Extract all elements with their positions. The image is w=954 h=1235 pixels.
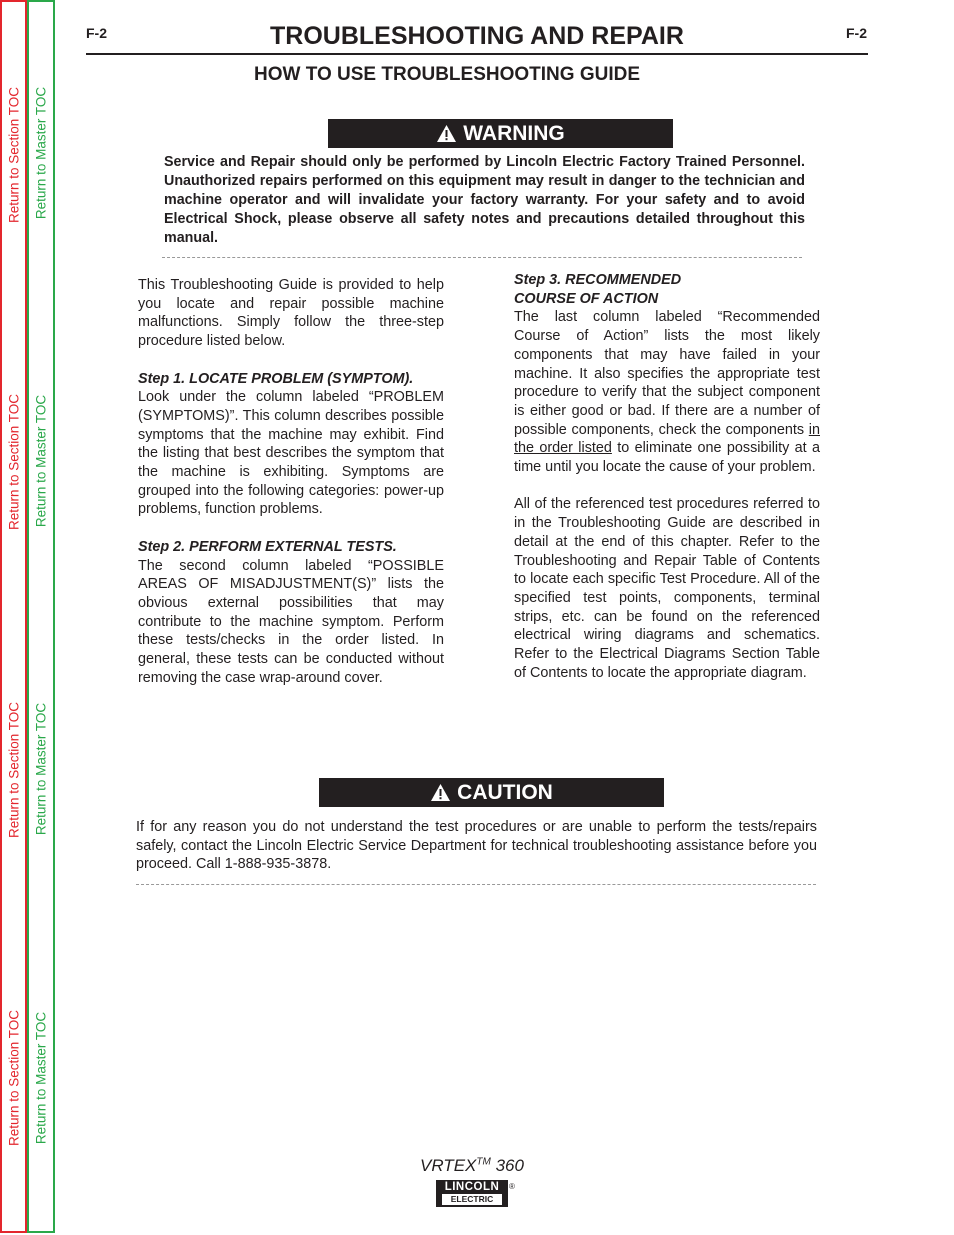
intro-paragraph: This Troubleshooting Guide is provided to help you locate and repair possible machine malfunctions. Simply follow the three-step procedure listed below. — [138, 277, 444, 350]
return-to-master-toc-link[interactable]: Return to Master TOC — [33, 1011, 49, 1145]
caution-banner — [319, 778, 664, 807]
references-paragraph: All of the referenced test procedures referred to in the Troubleshooting Guide are described in detail at the end of this chapter. Refer to the Troubleshooting and Repair Table of Contents to locate each specific Test Procedure. All of the specified test points, components, terminal strips, etc. can be found on the referenced electrical wiring diagrams and schematics. Refer to the Electrical Diagrams Section Table of Contents to locate the appropriate diagram. — [514, 496, 820, 681]
return-to-section-toc-link[interactable]: Return to Section TOC — [6, 393, 22, 531]
return-to-master-toc-link[interactable]: Return to Master TOC — [33, 394, 49, 528]
return-to-section-toc-link[interactable]: Return to Section TOC — [6, 701, 22, 839]
return-to-master-toc-link[interactable]: Return to Master TOC — [33, 86, 49, 220]
return-to-master-toc-link[interactable]: Return to Master TOC — [33, 702, 49, 836]
logo-lincoln: LINCOLN — [444, 1181, 500, 1193]
return-to-section-toc-link[interactable]: Return to Section TOC — [6, 1009, 22, 1147]
model-name — [420, 1156, 524, 1176]
page-number-right: F-2 — [846, 25, 867, 41]
page-title: TROUBLESHOOTING AND REPAIR — [270, 22, 684, 50]
registered-mark: ® — [509, 1182, 515, 1191]
warning-triangle-icon — [436, 124, 457, 143]
step2-title: Step 2. PERFORM EXTERNAL TESTS. — [138, 538, 397, 555]
lincoln-electric-logo — [436, 1180, 508, 1207]
step1-text: Look under the column labeled “PROBLEM (SYMPTOMS)”. This column describes possible symptoms that the machine may exhibit. Find the listing that best describes the symptom that the machine is exhibiting. Symptoms are grouped into the following categories: power-up problems, function problems. — [138, 389, 444, 518]
header-rule — [86, 53, 868, 55]
page-number-left: F-2 — [86, 25, 107, 41]
left-column — [138, 276, 444, 687]
step3-title-line2: COURSE OF ACTION — [514, 290, 659, 307]
warning-divider — [162, 257, 802, 258]
warning-banner — [328, 119, 673, 148]
logo-electric: ELECTRIC — [442, 1194, 502, 1205]
caution-text: If for any reason you do not understand the test procedures or are unable to perform the tests/repairs safely, contact the Lincoln Electric Service Department for technical troubleshooting assistance before you proceed. Call 1-888-935-3878. — [136, 819, 817, 873]
caution-triangle-icon — [430, 783, 451, 802]
step3-title-line1: Step 3. RECOMMENDED — [514, 272, 682, 288]
warning-label: WARNING — [463, 121, 565, 145]
warning-text: Service and Repair should only be performed by Lincoln Electric Factory Trained Personnel. Unauthorized repairs performed on this equipment may result in danger to the technician and machine operator and will invalidate your factory warranty. For your safety and to avoid Electrical Shock, please observe all safety notes and precautions detailed throughout this manual. — [164, 154, 805, 246]
step3-underlined-text: in the order listed — [514, 421, 820, 457]
section-subtitle: HOW TO USE TROUBLESHOOTING GUIDE — [254, 64, 640, 85]
trademark-symbol: TM — [476, 1156, 491, 1168]
step1-title: Step 1. LOCATE PROBLEM (SYMPTOM). — [138, 370, 414, 387]
model-number: 360 — [495, 1156, 524, 1175]
model-brand: VRTEX — [420, 1156, 477, 1175]
right-column — [514, 271, 820, 682]
step2-text: The second column labeled “POSSIBLE AREAS OF MISADJUSTMENT(S)” lists the obvious external possibilities that may contribute to the machine symptom. Perform these tests/checks in the order listed. In general, these tests can be conducted without removing the case wrap-around cover. — [138, 557, 444, 686]
step3-text-end: to eliminate one possibility at a time until you locate the cause of your problem. — [514, 440, 820, 476]
step3-text: The last column labeled “Recommended Course of Action” lists the most likely components that may have failed in your machine. It also specifies the appropriate test procedure to verify that the subject component is either good or bad. If there are a number of possible components, check the components — [514, 309, 820, 438]
caution-divider — [136, 884, 816, 885]
caution-label: CAUTION — [457, 780, 553, 804]
return-to-section-toc-link[interactable]: Return to Section TOC — [6, 86, 22, 224]
